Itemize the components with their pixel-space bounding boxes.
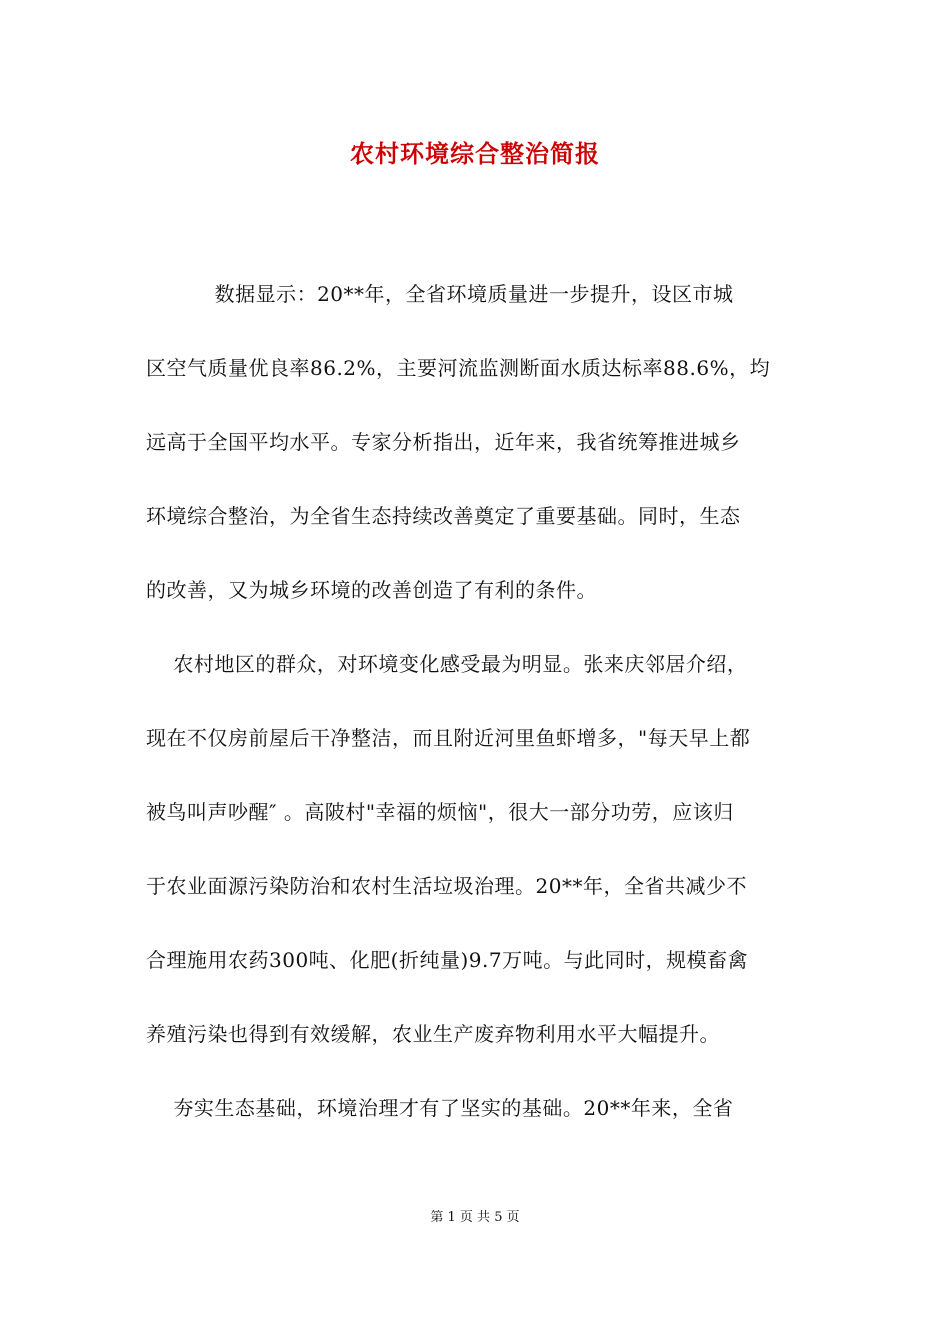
- body-line: 农村地区的群众，对环境变化感受最为明显。张来庆邻居介绍，: [146, 652, 748, 676]
- document-title: 农村环境综合整治简报: [350, 139, 600, 168]
- document-body: [146, 276, 810, 1164]
- body-line: 区空气质量优良率86.2%，主要河流监测断面水质达标率88.6%，均: [146, 356, 771, 380]
- body-line: 夯实生态基础，环境治理才有了坚实的基础。20**年来，全省: [146, 1096, 734, 1120]
- body-line: 环境综合整治，为全省生态持续改善奠定了重要基础。同时，生态: [146, 504, 741, 528]
- body-line: 养殖污染也得到有效缓解，农业生产废弃物利用水平大幅提升。: [146, 1022, 720, 1046]
- body-line: 被鸟叫声吵醒″ 。高陂村"幸福的烦恼"，很大一部分功劳，应该归: [146, 800, 734, 824]
- body-line: 的改善，又为城乡环境的改善创造了有利的条件。: [146, 578, 597, 602]
- body-line: 合理施用农药300吨、化肥(折纯量)9.7万吨。与此同时，规模畜禽: [146, 948, 749, 972]
- body-line: 远高于全国平均水平。专家分析指出，近年来，我省统筹推进城乡: [146, 430, 741, 454]
- body-line: 数据显示：20**年，全省环境质量进一步提升，设区市城: [146, 282, 734, 306]
- body-line: 于农业面源污染防治和农村生活垃圾治理。20**年，全省共减少不: [146, 874, 747, 898]
- body-line: 现在不仅房前屋后干净整洁，而且附近河里鱼虾增多，"每天早上都: [146, 726, 751, 750]
- page-number-footer: 第 1 页 共 5 页: [430, 1210, 520, 1225]
